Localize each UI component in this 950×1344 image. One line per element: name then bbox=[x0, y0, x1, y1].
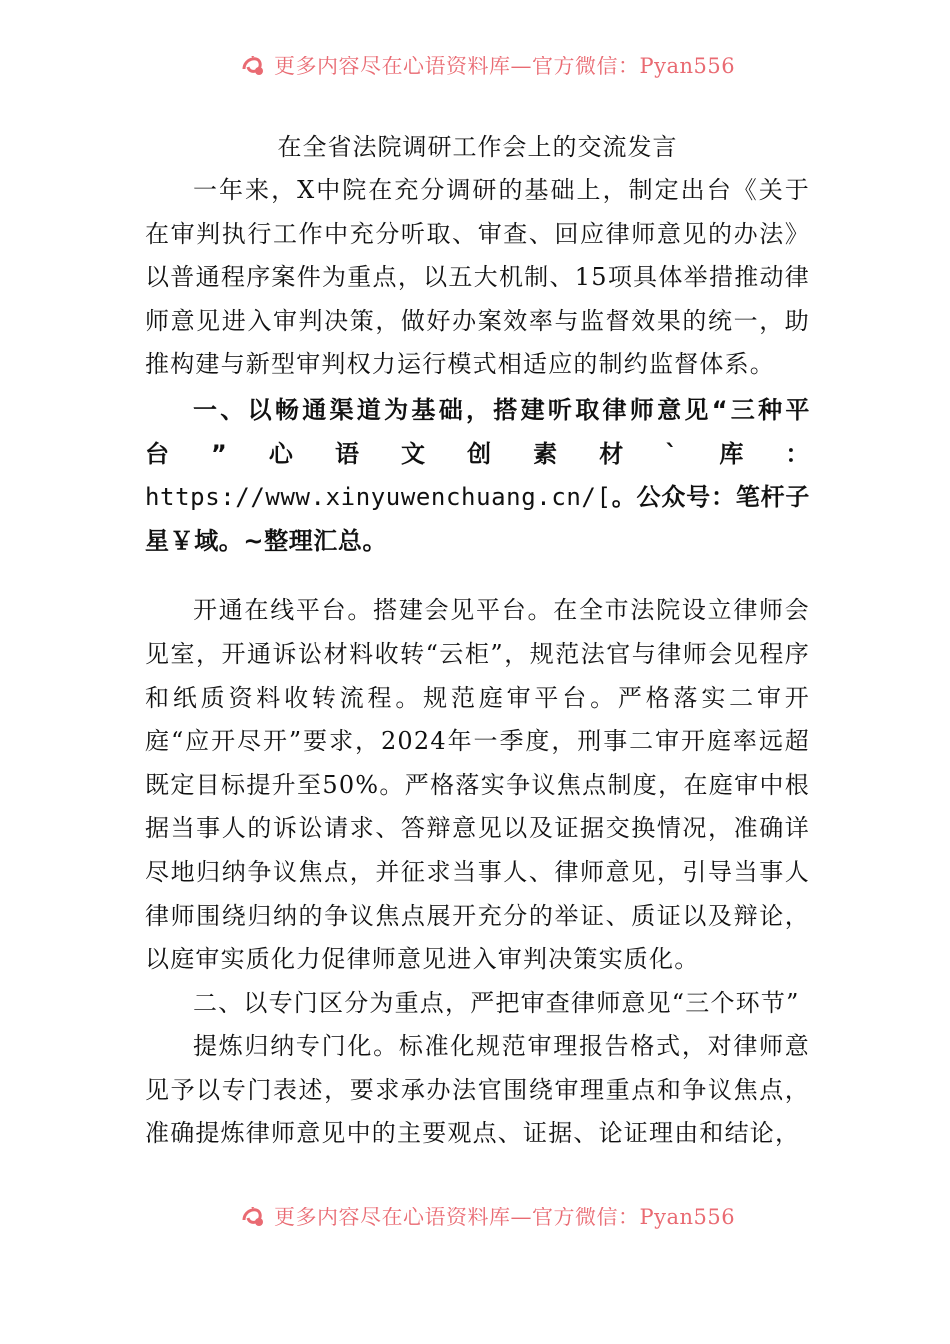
section1-heading bbox=[145, 389, 810, 563]
source-url-link[interactable]: https://www.xinyuwenchuang.cn/[ bbox=[145, 483, 612, 512]
watermark-banner-bottom bbox=[0, 1207, 950, 1237]
section2-body-paragraph: 提炼归纳专门化。标准化规范审理报告格式，对律师意见予以专门表述，要求承办法官围绕审理重点和争议焦点，准确提炼律师意见中的主要观点、证据、论证理由和结论， bbox=[145, 1032, 810, 1148]
section1-body-paragraph: 开通在线平台。搭建会见平台。在全市法院设立律师会见室，开通诉讼材料收转“云柜”，规范法官与律师会见程序和纸质资料收转流程。规范庭审平台。严格落实二审开庭“应开尽开”要求，2024年一季度，刑事二审开庭率远超既定目标提升至50%。严格落实争议焦点制度，在庭审中根据当事人的诉讼请求、答辩意见以及证据交换情况，准确详尽地归纳争议焦点，并征求当事人、律师意见，引导当事人律师围绕归纳的争议焦点展开充分的举证、质证以及辩论，以庭审实质化力促律师意见进入审判决策实质化。 bbox=[145, 596, 810, 974]
paragraph-gap bbox=[145, 563, 810, 589]
document-body bbox=[145, 125, 810, 1156]
brand-logo-icon bbox=[240, 1207, 268, 1230]
section1-heading-text: 一、以畅通渠道为基础，搭建听取律师意见“三种平台”心语文创素材`库： bbox=[145, 395, 810, 468]
section2-heading: 二、以专门区分为重点，严把审查律师意见“三个环节” bbox=[193, 988, 800, 1017]
watermark-text: 更多内容尽在心语资料库—官方微信：Pyan556 bbox=[274, 56, 736, 78]
watermark-text: 更多内容尽在心语资料库—官方微信：Pyan556 bbox=[274, 1207, 736, 1229]
section1-heading-tail: 。公众号：笔杆子星￥域。~整理汇总。 bbox=[145, 483, 810, 555]
watermark-banner-top bbox=[0, 56, 950, 86]
brand-logo-icon bbox=[240, 56, 268, 79]
intro-paragraph: 一年来，X中院在充分调研的基础上，制定出台《关于在审判执行工作中充分听取、审查、回应律师意见的办法》以普通程序案件为重点，以五大机制、15项具体举措推动律师意见进入审判决策，做好办案效率与监督效果的统一，助推构建与新型审判权力运行模式相适应的制约监督体系。 bbox=[145, 176, 810, 379]
document-title: 在全省法院调研工作会上的交流发言 bbox=[277, 133, 678, 161]
